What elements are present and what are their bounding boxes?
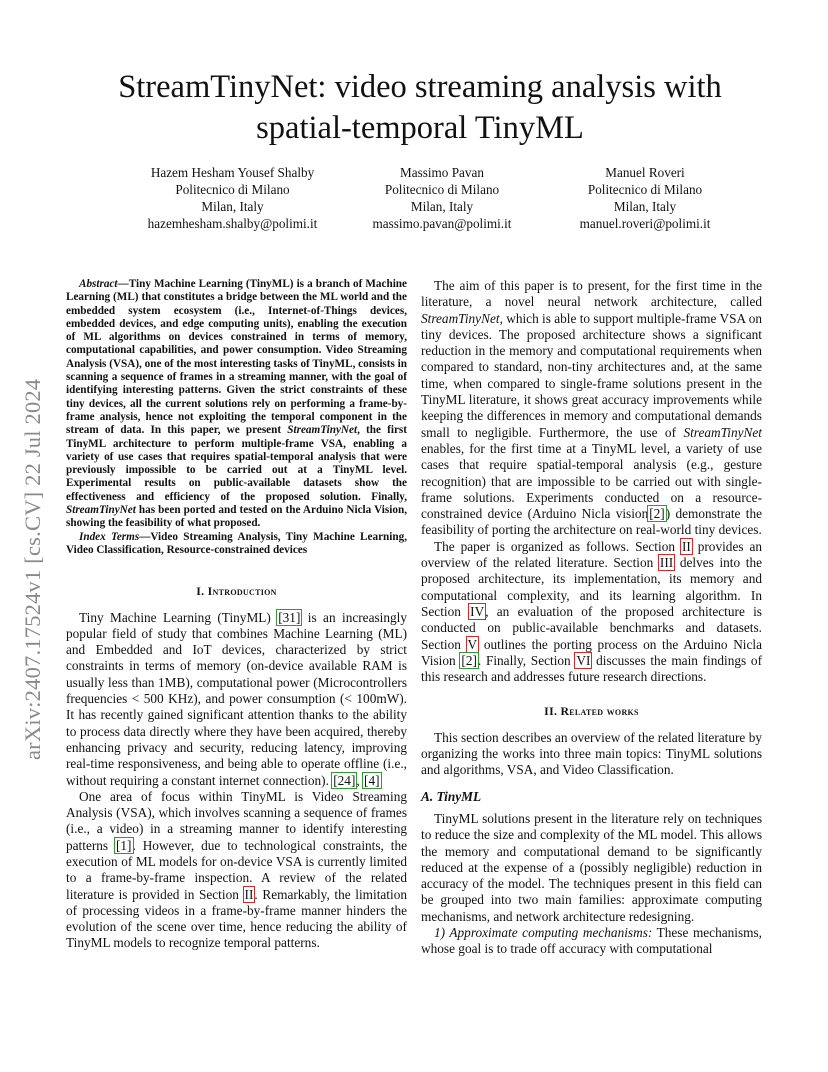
- author-block-2: [342, 164, 542, 232]
- section-link[interactable]: V: [467, 636, 478, 652]
- abstract: Abstract—Tiny Machine Learning (TinyML) is a branch of Machine Learning (ML) that constitutes a bridge between the ML world and the embedded system ecosystem (i.e., Internet-of-Things devices, embedded devices, and edge computing units), enabling the execution of ML algorithms on devices constrained in terms of memory, computational capabilities, and power consumption. Video Streaming Analysis (VSA), one of the most interesting tasks of TinyML, consists in scanning a sequence of frames in a streaming manner, with the goal of identifying interesting patterns. Given the strict constraints of these tiny devices, all the current solutions rely on performing a frame-by-frame analysis, hence not exploiting the temporal component in the stream of data. In this paper, we present StreamTinyNet, the first TinyML architecture to perform multiple-frame VSA, enabling a variety of use cases that requires spatial-temporal analysis that were previously impossible to be carried out at a TinyML level. Experimental results on public-available datasets show the effectiveness and efficiency of the proposed solution. Finally, StreamTinyNet has been ported and tested on the Arduino Nicla Vision, showing the feasibility of what proposed.: [66, 278, 407, 530]
- section-heading-related-works: II. Related works: [544, 704, 639, 719]
- index-terms-label: Index Terms: [79, 530, 140, 543]
- related-paragraph-1: This section describes an overview of the related literature by organizing the works into three main topics: TinyML solutions and algorithms, VSA, and Video Classification.: [421, 729, 762, 778]
- subsection-heading-tinyml: A. TinyML: [421, 788, 482, 804]
- section-link[interactable]: II: [244, 886, 254, 902]
- left-column: [66, 278, 407, 952]
- author-block-1: [110, 164, 355, 232]
- author-email: massimo.pavan@polimi.it: [372, 216, 512, 231]
- paper-title: StreamTinyNet: video streaming analysis with spatial-temporal TinyML: [118, 69, 722, 146]
- right-column: [421, 278, 762, 958]
- author-affiliation: Politecnico di Milano: [175, 182, 290, 197]
- citation-link[interactable]: [2]: [649, 506, 665, 522]
- related-paragraph-3: 1) Approximate computing mechanisms: These mechanisms, whose goal is to trade off accuracy with computational: [421, 924, 762, 957]
- abstract-label: Abstract: [79, 278, 118, 290]
- author-name: Hazem Hesham Yousef Shalby: [150, 165, 315, 180]
- author-city: Milan, Italy: [201, 199, 264, 214]
- intro-paragraph-3: The aim of this paper is to present, for the first time in the literature, a novel neural network architecture, called StreamTinyNet, which is able to support multiple-frame VSA on tiny devices. The proposed architecture shows a significant reduction in the memory and computational requirements when compared to standard, non-tiny architectures and, at the same time, when compared to single-frame solutions present in the TinyML literature, it shows great accuracy improvements while keeping the differences in memory and computational demands small to negligible. Furthermore, the use of StreamTinyNet enables, for the first time at a TinyML level, a variety of use cases that require spatial-temporal analysis (e.g., gesture recognition) that are impossible to be carried out with single-frame solutions. Experiments conducted on a resource-constrained device (Arduino Nicla vision[2]) demonstrate the feasibility of porting the architecture on real-world tiny devices.: [421, 278, 762, 538]
- citation-link[interactable]: [4]: [364, 772, 380, 788]
- related-paragraph-2: TinyML solutions present in the literature rely on techniques to reduce the size and complexity of the ML model. This allows the memory and computational demand to be significantly reduced at the expense of a (possibly negligible) reduction in accuracy of the model. The techniques present in this field can be grouped into two main families: approximate computing mechanisms, and network architecture redesigning.: [421, 810, 762, 924]
- author-affiliation: Politecnico di Milano: [384, 182, 500, 197]
- intro-paragraph-2: One area of focus within TinyML is Video Streaming Analysis (VSA), which involves scanning a sequence of frames (i.e., a video) in a streaming manner to identify interesting patterns [1]. However, due to technological constraints, the execution of ML models for on-device VSA is currently limited to a frame-by-frame inspection. A review of the related literature is provided in Section II. Remarkably, the limitation of processing videos in a frame-by-frame manner hinders the evolution of the scene over time, hence reducing the ability of TinyML models to recognize temporal patterns.: [66, 788, 408, 951]
- citation-link[interactable]: [2]: [461, 652, 477, 668]
- section-link[interactable]: IV: [470, 603, 485, 619]
- author-affiliation: Politecnico di Milano: [587, 182, 703, 197]
- intro-paragraph-1: Tiny Machine Learning (TinyML) [31] is an increasingly popular field of study that combines Machine Learning (ML) and Embedded and IoT devices, characterized by strict constraints in terms of memory (on-device available RAM is usually less than 1MB), computational power (Microcontrollers frequencies < 500 KHz), and power consumption (< 100mW). It has recently gained significant attention thanks to the ability to process data directly where they have been acquired, thereby enhancing privacy and security, reducing latency, improving real-time responsiveness, and being able to operate offline (i.e., without requiring a constant internet connection). [24], [4]: [66, 609, 407, 788]
- index-terms: Index Terms—Video Streaming Analysis, Tiny Machine Learning, Video Classification, Resource-constrained devices: [66, 530, 407, 556]
- section-heading-introduction: I. Introduction: [196, 584, 277, 599]
- author-email: hazemhesham.shalby@polimi.it: [147, 216, 318, 231]
- author-city: Milan, Italy: [613, 199, 677, 214]
- citation-link[interactable]: [31]: [278, 609, 301, 625]
- citation-link[interactable]: [24]: [333, 772, 356, 788]
- citation-link[interactable]: [1]: [115, 837, 132, 853]
- section-link[interactable]: VI: [576, 652, 591, 668]
- author-name: Massimo Pavan: [400, 165, 484, 180]
- author-email: manuel.roveri@polimi.it: [579, 216, 711, 231]
- section-link[interactable]: III: [659, 555, 674, 571]
- section-link[interactable]: II: [681, 538, 691, 554]
- author-city: Milan, Italy: [410, 199, 474, 214]
- author-name: Manuel Roveri: [605, 165, 685, 180]
- arxiv-identifier: arXiv:2407.17524v1 [cs.CV] 22 Jul 2024: [20, 378, 45, 760]
- intro-paragraph-4: The paper is organized as follows. Section II provides an overview of the related literature. Section III delves into the proposed architecture, its implementation, its memory and computational complexity, and its learning algorithm. In Section IV, an evaluation of the proposed architecture is conducted on public-available benchmarks and datasets. Section V outlines the porting process on the Arduino Nicla Vision [2]. Finally, Section VI discusses the main findings of this research and addresses future research directions.: [421, 538, 762, 685]
- author-block-3: [545, 164, 745, 232]
